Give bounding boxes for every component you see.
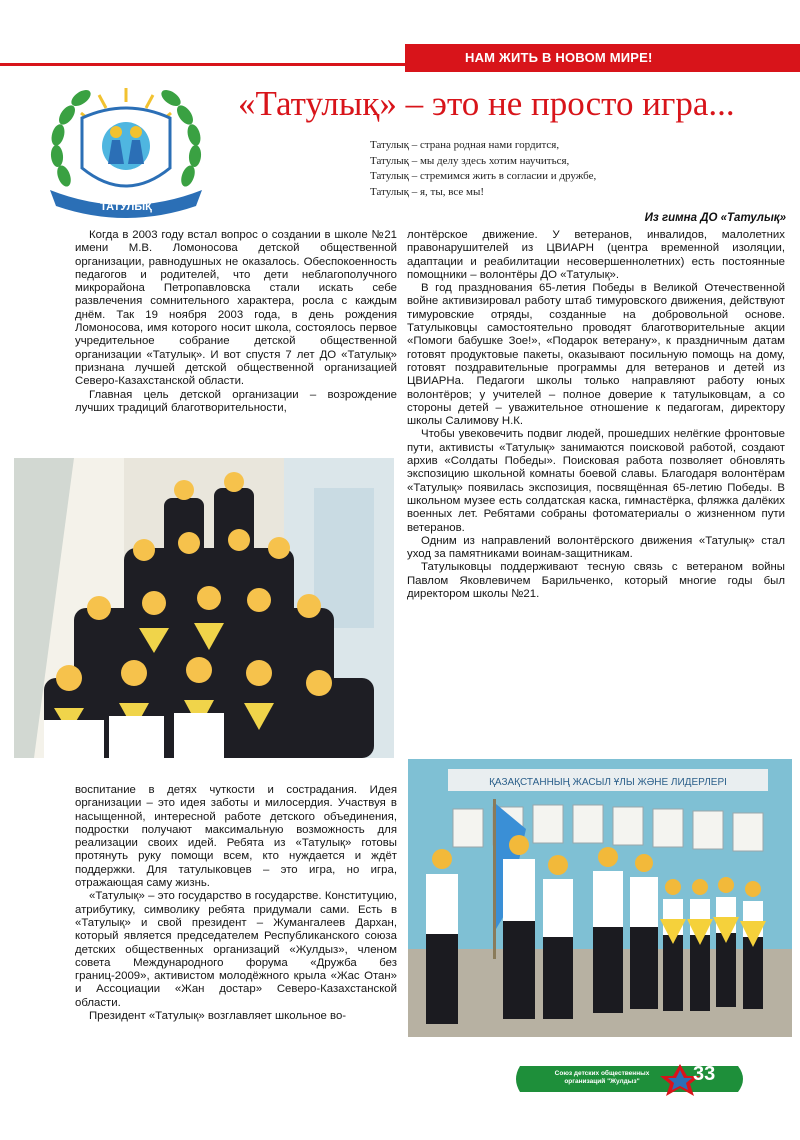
epigraph-line: Татулық – я, ты, все мы!: [370, 185, 484, 198]
article-column-left-top: [75, 229, 397, 415]
paragraph: Президент «Татулық» возглавляет школьное во-: [89, 1010, 347, 1023]
photo-students-hall: [408, 759, 792, 1037]
footer-org-line: организаций "Жулдыз": [564, 1078, 640, 1085]
paragraph: лонтёрское движение. У ветеранов, инвалидов, малолетних правонарушителей из ЦВИАРН (центра временной изоляции, адаптации и реабилитации несовершеннолетних) есть постоянные помощники – волонтёры ДО «Татулық».: [407, 229, 785, 281]
section-banner: НАМ ЖИТЬ В НОВОМ МИРЕ!: [405, 44, 800, 72]
article-column-right: [407, 229, 785, 601]
epigraph-source: Из гимна ДО «Татулық»: [644, 212, 786, 224]
paragraph: Одним из направлений волонтёрского движения «Татулық» стал уход за памятниками воинам-защитникам.: [407, 534, 785, 561]
tatulyk-logo: [42, 80, 210, 222]
svg-text:ТАТУЛЫҚ: ТАТУЛЫҚ: [100, 201, 152, 213]
paragraph: В год празднования 65-летия Победы в Великой Отечественной войне активизировал работу штаб тимуровского движения, действуют тимуровские отряды, созданные на добровольной основе. Татулыковцы самостоятельно проводят благотворительные акции «Помоги бабушке Зое!», «Подарок ветерану», к праздничным датам готовят продуктовые пакеты, оказывают посильную помощь на дому, готовят поздравительные программы для ветеранов и детей из ЦВИАРНа. Педагоги школы только направляют работу юных волонтёров; у учителей – полное доверие к татулыковцам, а со стороны детей – уважительное отношение к педагогам, директору школы Салимову Н.К.: [407, 282, 785, 428]
paragraph: Главная цель детской организации – возрождение лучших традиций благотворительности,: [75, 388, 397, 414]
article-title: «Татулық» – это не просто игра...: [238, 84, 735, 123]
paragraph: Татулыковцы поддерживают тесную связь с ветераном войны Павлом Яковлевичем Барильченко, который многие годы был директором школы №21.: [407, 561, 785, 601]
epigraph: [370, 138, 750, 200]
paragraph: «Татулық» – это государство в государстве. Конституцию, атрибутику, символику ребята придумали сами. Есть в «Татулық» и свой президент – Жумангалеев Дархан, который является председателем Республиканского союза детских общественных организаций «Жулдыз», членом совета Международного форума «Дружба без границ-2009», активистом молодёжного крыла «Жас Отан» и Ассоциации «Жан достар» Северо-Казахстанской области.: [75, 890, 397, 1009]
svg-text:ҚАЗАҚСТАННЫҢ ЖАСЫЛ ҰЛЫ ЖӘНЕ ЛИ: ҚАЗАҚСТАННЫҢ ЖАСЫЛ ҰЛЫ ЖӘНЕ ЛИДЕРЛЕРІ: [489, 777, 727, 788]
paragraph: Когда в 2003 году встал вопрос о создании в школе №21 имени М.В. Ломоносова детской общественной организации, равнодушных не оказалось. Обеспокоенность педагогов и родителей, что дети неблагополучного микрорайона Петропавловска стали искать себе развлечения сомнительного характера, росла с каждым днём. Так 19 ноября 2003 года, в день рождения Ломоносова, имя которого носит школа, состоялось первое учредительное собрание детской общественной организации «Татулық». И вот спустя 7 лет ДО «Татулық» признана лучшей детской общественной организацией Северо-Казахстанской области.: [75, 229, 397, 388]
epigraph-line: Татулық – мы делу здесь хотим научиться,: [370, 154, 570, 167]
epigraph-line: Татулық – страна родная нами гордится,: [370, 139, 560, 151]
article-column-left-bottom: [75, 784, 397, 1023]
paragraph: Чтобы увековечить подвиг людей, прошедших нелёгкие фронтовые пути, активисты «Татулық» занимаются поисковой работой, создают архив «Солдаты Победы». Поисковая работа позволяет обновлять экспозицию школьной комнаты боевой славы. Благодаря волонтёрам «Татулық» появилась экспозиция, посвящённая 65-летию Победы. В школьном музее есть солдатская каска, гимнастёрка, фляжка далёких военных лет. Ребятами собраны фотоматериалы о жизненном пути ветеранов.: [407, 428, 785, 534]
epigraph-line: Татулық – стремимся жить в согласии и дружбе,: [370, 170, 597, 182]
footer-organization: [532, 1070, 672, 1086]
paragraph: воспитание в детях чуткости и сострадания. Идея организации – это идея заботы и милосердия. Участвуя в насыщенной, интересной работе детского объединения, подростки получают максимальную возможность для реализации своих идей. Ребята из «Татулық» готовы протянуть руку помощи всем, кто нуждается и ждёт поддержки. Для татулыковцев – это игра, но игра, отражающая саму жизнь.: [75, 784, 397, 890]
header-red-rule: [0, 63, 420, 66]
footer-org-line: Союз детских общественных: [554, 1070, 650, 1077]
page-number: 33: [693, 1063, 716, 1085]
photo-children-staircase: [14, 458, 394, 758]
